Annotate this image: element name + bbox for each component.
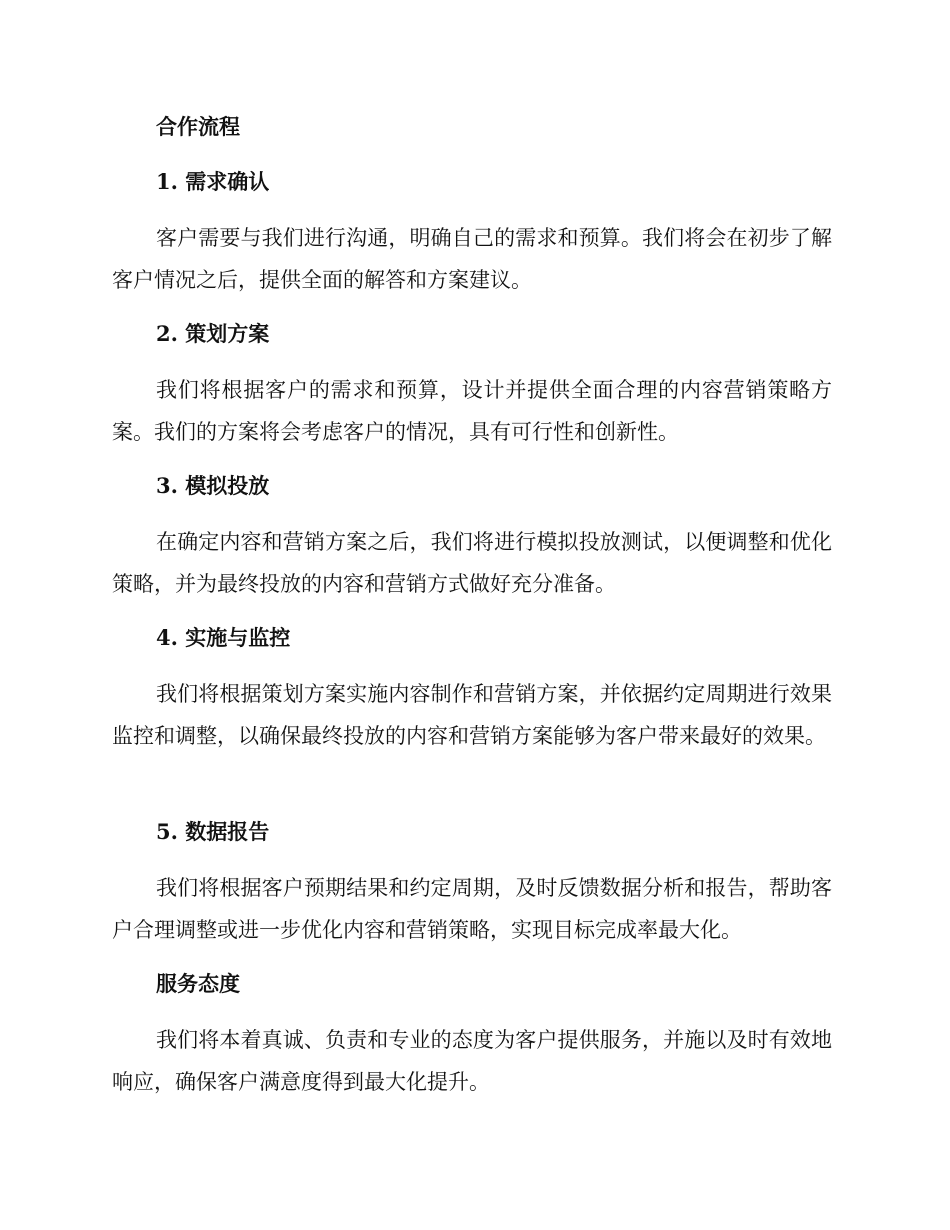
section-heading-cooperation-process: 合作流程 (156, 114, 240, 139)
step-paragraph-simulation: 在确定内容和营销方案之后，我们将进行模拟投放测试，以便调整和优化策略，并为最终投放的内容和营销方式做好充分准备。 (112, 530, 832, 596)
step-heading-implementation: 4. 实施与监控 (156, 625, 291, 650)
step-heading-data-report: 5. 数据报告 (156, 819, 270, 844)
step-paragraph-data-report: 我们将根据客户预期结果和约定周期，及时反馈数据分析和报告，帮助客户合理调整或进一步优化内容和营销策略，实现目标完成率最大化。 (112, 876, 832, 942)
section-paragraph-service-attitude: 我们将本着真诚、负责和专业的态度为客户提供服务，并施以及时有效地响应，确保客户满意度得到最大化提升。 (112, 1028, 832, 1094)
step-heading-simulation: 3. 模拟投放 (156, 473, 270, 498)
step-paragraph-planning: 我们将根据客户的需求和预算，设计并提供全面合理的内容营销策略方案。我们的方案将会考虑客户的情况，具有可行性和创新性。 (112, 378, 832, 444)
step-heading-requirements: 1. 需求确认 (156, 169, 270, 194)
step-heading-planning: 2. 策划方案 (156, 321, 270, 346)
step-paragraph-requirements: 客户需要与我们进行沟通，明确自己的需求和预算。我们将会在初步了解客户情况之后，提供全面的解答和方案建议。 (112, 226, 832, 292)
section-heading-service-attitude: 服务态度 (156, 971, 240, 996)
step-paragraph-implementation: 我们将根据策划方案实施内容制作和营销方案，并依据约定周期进行效果监控和调整，以确保最终投放的内容和营销方案能够为客户带来最好的效果。 (112, 682, 832, 748)
